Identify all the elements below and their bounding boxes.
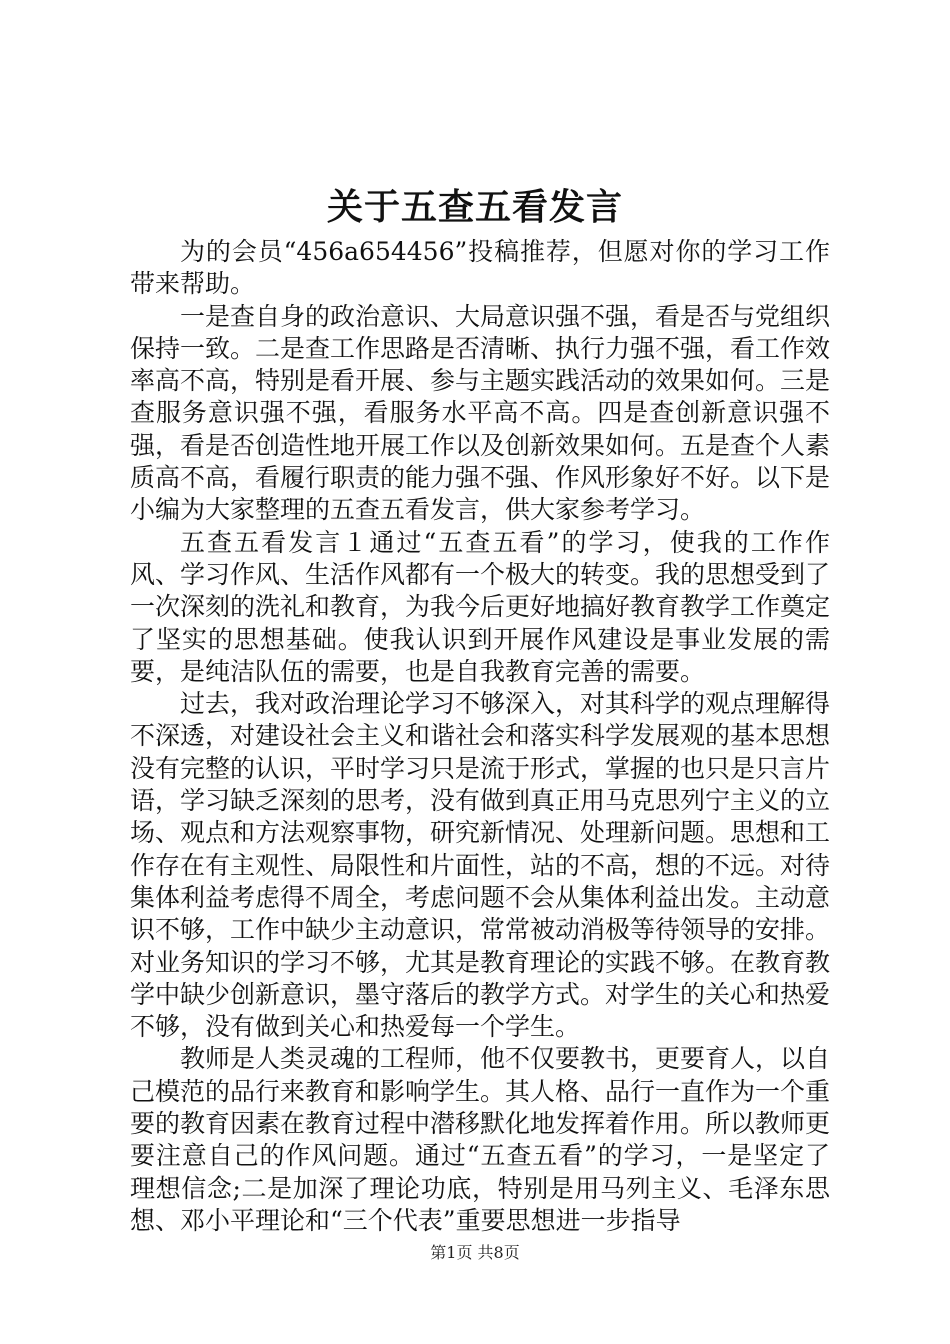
page-number-footer: 第1页 共8页 <box>430 1243 520 1262</box>
document-title: 关于五查五看发言 <box>326 186 623 228</box>
paragraph: 过去，我对政治理论学习不够深入，对其科学的观点理解得不深透，对建设社会主义和谐社会和落实科学发展观的基本思想没有完整的认识，平时学习只是流于形式，掌握的也只是只言片语，学习缺乏深刻的思考，没有做到真正用马克思列宁主义的立场、观点和方法观察事物，研究新情况、处理新问题。思想和工作存在有主观性、局限性和片面性，站的不高，想的不远。对待集体利益考虑得不周全，考虑问题不会从集体利益出发。主动意识不够，工作中缺少主动意识，常常被动消极等待领导的安排。对业务知识的学习不够，尤其是教育理论的实践不够。在教育教学中缺少创新意识，墨守落后的教学方式。对学生的关心和热爱不够，没有做到关心和热爱每一个学生。 <box>130 689 831 1042</box>
paragraph: 为的会员“456a654456”投稿推荐，但愿对你的学习工作带来帮助。 <box>130 237 830 299</box>
paragraph: 五查五看发言１通过“五查五看”的学习，使我的工作作风、学习作风、生活作风都有一个极大的转变。我的思想受到了一次深刻的洗礼和教育，为我今后更好地搞好教育教学工作奠定了坚实的思想基础。使我认识到开展作风建设是事业发展的需要，是纯洁队伍的需要，也是自我教育完善的需要。 <box>130 527 831 686</box>
paragraph: 教师是人类灵魂的工程师，他不仅要教书，更要育人，以自己模范的品行来教育和影响学生。其人格、品行一直作为一个重要的教育因素在教育过程中潜移默化地发挥着作用。所以教师更要注意自己的作风问题。通过“五查五看”的学习，一是坚定了理想信念;二是加深了理论功底，特别是用马列主义、毛泽东思想、邓小平理论和“三个代表”重要思想进一步指导 <box>130 1044 831 1235</box>
document-body <box>130 236 830 1237</box>
paragraph: 一是查自身的政治意识、大局意识强不强，看是否与党组织保持一致。二是查工作思路是否清晰、执行力强不强，看工作效率高不高，特别是看开展、参与主题实践活动的效果如何。三是查服务意识强不强，看服务水平高不高。四是查创新意识强不强，看是否创造性地开展工作以及创新效果如何。五是查个人素质高不高，看履行职责的能力强不强、作风形象好不好。以下是小编为大家整理的五查五看发言，供大家参考学习。 <box>130 301 831 525</box>
